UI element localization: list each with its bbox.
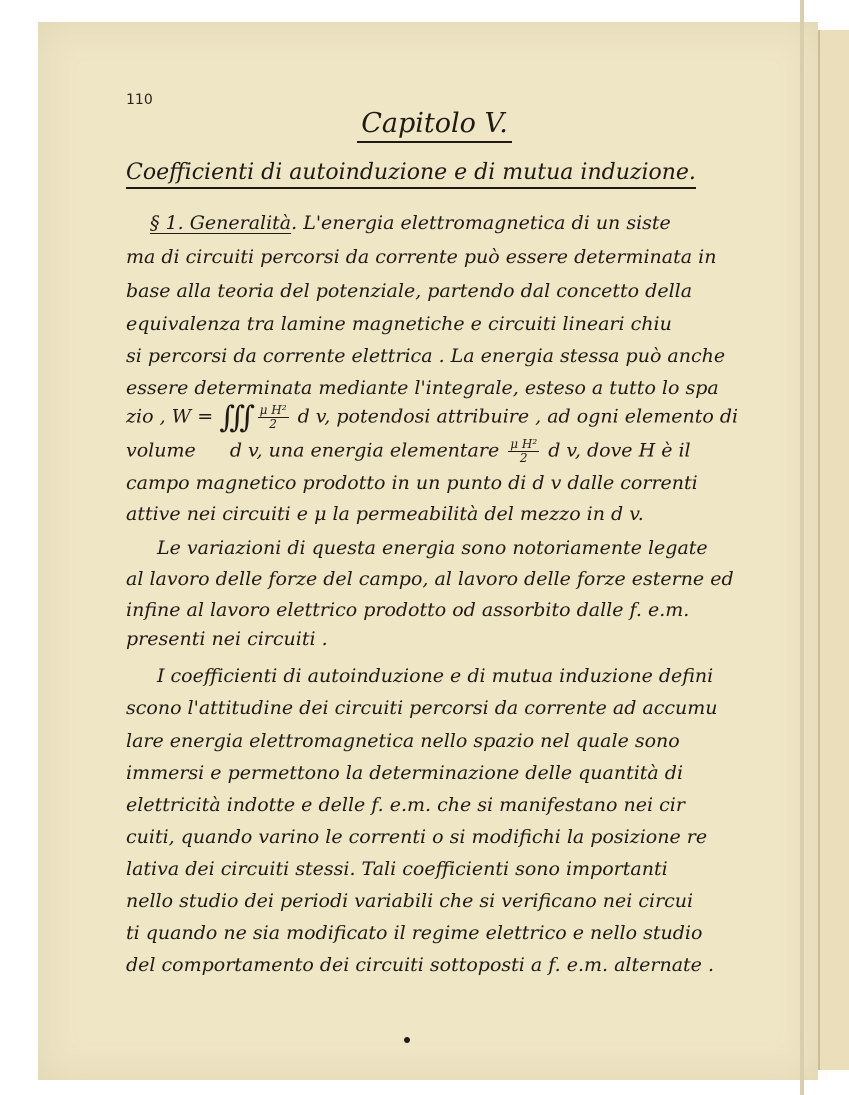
text-line: base alla teoria del potenziale, partendo dal concetto della <box>126 280 693 302</box>
text-span: d v, potendosi attribuire , ad ogni elemento di <box>297 405 739 428</box>
fraction-denominator: 2 <box>269 417 277 431</box>
fraction <box>258 404 289 431</box>
chapter-subtitle: Coefficienti di autoinduzione e di mutua induzione. <box>126 160 696 189</box>
text-span: volume <box>126 439 196 462</box>
text-line: I coefficienti di autoinduzione e di mutua induzione defini <box>157 665 714 687</box>
chapter-title <box>0 108 849 143</box>
text-span: d v, una energia elementare <box>229 439 500 462</box>
text-span: . L'energia elettromagnetica di un siste <box>291 212 671 234</box>
chapter-title-text: Capitolo V. <box>357 108 512 143</box>
fraction-numerator: μ H² <box>259 403 287 417</box>
text-line: elettricità indotte e delle f. e.m. che si manifestano nei cir <box>126 794 685 816</box>
text-line: lare energia elettromagnetica nello spazio nel quale sono <box>126 730 680 752</box>
text-line: cuiti, quando varino le correnti o si modifichi la posizione re <box>126 826 708 848</box>
page-edge <box>800 0 804 1095</box>
ink-dot <box>404 1037 410 1043</box>
formula-line <box>126 400 738 435</box>
text-line: equivalenza tra lamine magnetiche e circuiti lineari chiu <box>126 313 672 335</box>
text-line: si percorsi da corrente elettrica . La energia stessa può anche <box>126 345 726 367</box>
text-line: nello studio dei periodi variabili che si verificano nei circui <box>126 890 694 912</box>
section-heading: § 1. Generalità <box>150 212 292 234</box>
text-line: infine al lavoro elettrico prodotto od assorbito dalle f. e.m. <box>126 599 690 621</box>
text-line: Le variazioni di questa energia sono notoriamente legate <box>157 537 708 559</box>
text-line: immersi e permettono la determinazione delle quantità di <box>126 762 684 784</box>
text-line <box>150 212 671 234</box>
text-line: al lavoro delle forze del campo, al lavoro delle forze esterne ed <box>126 568 734 590</box>
text-line: ti quando ne sia modificato il regime elettrico e nello studio <box>126 922 703 944</box>
text-line: del comportamento dei circuiti sottoposti a f. e.m. alternate . <box>126 954 714 976</box>
triple-integral-symbol: ∭ <box>219 400 249 435</box>
text-span: zio , W = <box>126 405 214 428</box>
text-line: presenti nei circuiti . <box>126 628 328 650</box>
text-line: lativa dei circuiti stessi. Tali coefficienti sono importanti <box>126 858 668 880</box>
fraction-denominator: 2 <box>519 451 528 465</box>
adjacent-page-edge <box>818 30 849 1070</box>
text-line: campo magnetico prodotto in un punto di d v dalle correnti <box>126 472 698 494</box>
fraction-numerator: μ H² <box>510 437 538 451</box>
formula-line <box>126 438 691 465</box>
text-line: essere determinata mediante l'integrale, esteso a tutto lo spa <box>126 377 719 399</box>
page-number: 110 <box>126 92 153 108</box>
text-line: scono l'attitudine dei circuiti percorsi da corrente ad accumu <box>126 697 718 719</box>
text-span: d v, dove H è il <box>548 439 691 462</box>
fraction <box>508 438 539 465</box>
text-line: ma di circuiti percorsi da corrente può essere determinata in <box>126 246 717 268</box>
text-line: attive nei circuiti e μ la permeabilità del mezzo in d v. <box>126 503 644 525</box>
